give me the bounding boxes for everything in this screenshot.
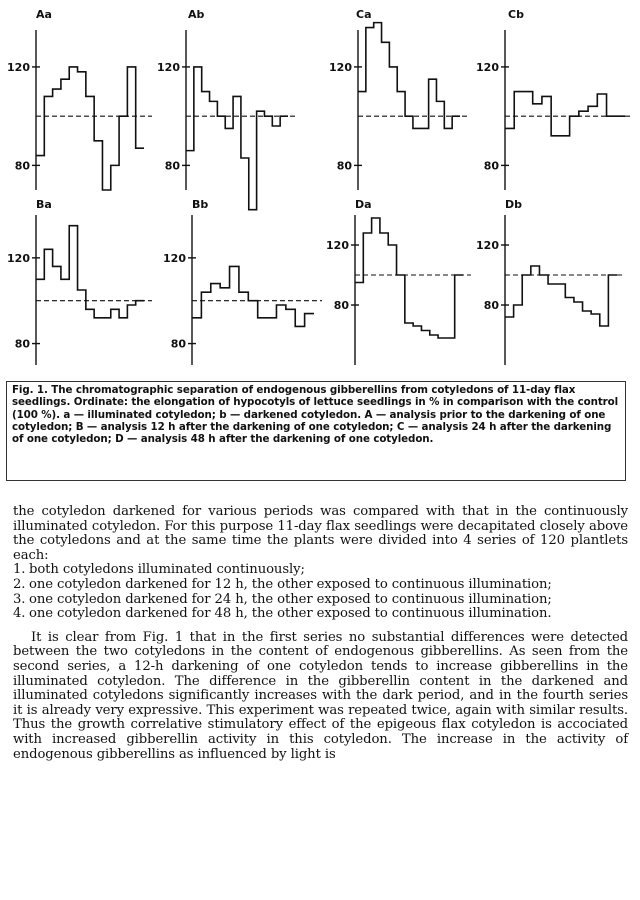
list-item-text: one cotyledon darkened for 48 h, the other exposed to continuous illumination. — [29, 606, 552, 622]
chart-panel-bb — [163, 198, 322, 365]
y-tick-label: 120 — [329, 60, 352, 74]
chart-panel-da — [326, 198, 471, 365]
list-item-number: 2. — [13, 576, 26, 592]
panel-label: Db — [505, 198, 523, 211]
y-tick-label: 80 — [14, 337, 30, 351]
list-item-text: both cotyledons illuminated continuously; — [29, 562, 305, 578]
step-series — [505, 92, 625, 136]
panel-label: Aa — [36, 8, 52, 21]
chart-panel-ba — [7, 198, 152, 365]
list-item-text: one cotyledon darkened for 12 h, the other exposed to continuous illumination; — [29, 576, 552, 592]
chart-panel-db — [476, 198, 625, 365]
y-tick-label: 80 — [483, 299, 499, 312]
panel-label: Da — [355, 198, 372, 211]
panel-label: Ba — [36, 198, 52, 211]
step-series — [36, 67, 144, 190]
panel-label: Cb — [508, 8, 524, 21]
list-item-number: 4. — [13, 606, 26, 622]
chart-panel-cb — [476, 8, 633, 190]
chart-panel-aa — [7, 8, 152, 190]
body-paragraph-2: It is clear from Fig. 1 that in the first series no substantial differences were detected between the two cotyledons in the content of endogenous gibberellins. As seen from the second series, a 12-h darkening of one cotyledon tends to increase gibberellins in the illuminated cotyledon. The difference in the gibberellin content in the darkened and illuminated cotyledons significantly increases with the dark period, and in the fourth series it is already very expressive. This experiment was repeated twice, again with similar results. Thus the growth correlative stimulatory effect of the epigeous flax cotyledon is accociated with increased gibberellin activity in this cotyledon. The increase in the activity of endogenous gibberellins as influenced by light is — [13, 629, 628, 762]
article-body — [13, 505, 628, 762]
y-tick-label: 80 — [14, 159, 30, 173]
list-item — [13, 578, 628, 593]
y-tick-label: 80 — [483, 159, 499, 173]
list-item-number: 3. — [13, 591, 26, 607]
list-item — [13, 593, 628, 608]
y-tick-label: 80 — [170, 337, 186, 351]
y-tick-label: 120 — [476, 60, 499, 74]
y-tick-label: 120 — [326, 239, 349, 252]
chart-panel-ca — [329, 8, 468, 190]
y-tick-label: 120 — [476, 239, 499, 252]
y-tick-label: 120 — [163, 251, 186, 265]
step-series — [186, 67, 288, 210]
step-series — [192, 266, 314, 326]
step-series — [355, 218, 463, 338]
panel-label: Ab — [188, 8, 205, 21]
y-tick-label: 80 — [164, 159, 180, 173]
list-item-text: one cotyledon darkened for 24 h, the other exposed to continuous illumination; — [29, 591, 552, 607]
y-tick-label: 80 — [333, 299, 349, 312]
list-item — [13, 563, 628, 578]
y-tick-label: 80 — [336, 159, 352, 173]
chart-panel-ab — [157, 8, 296, 210]
figure-1 — [0, 0, 640, 380]
panel-label: Bb — [192, 198, 209, 211]
list-item-number: 1. — [13, 562, 26, 578]
series-list — [13, 563, 628, 621]
y-tick-label: 120 — [7, 251, 30, 265]
panel-label: Ca — [356, 8, 372, 21]
figure-caption — [6, 381, 626, 481]
step-series — [36, 226, 144, 318]
caption-text: Fig. 1. The chromatographic separation of endogenous gibberellins from cotyledons of 11-day flax seedlings. Ordinate: the elongation of hypocotyls of lettuce seedlings in % in comparison with the control (100 %). a — illuminated cotyledon; b — darkened cotyledon. A — analysis prior to the darkening of one cotyledon; B — analysis 12 h after the darkening of one cotyledon; C — analysis 24 h after the darkening of one cotyledon; D — analysis 48 h after the darkening of one cotyledon. — [12, 384, 619, 446]
step-series — [358, 23, 460, 129]
y-tick-label: 120 — [157, 60, 180, 74]
list-item — [13, 607, 628, 622]
y-tick-label: 120 — [7, 60, 30, 74]
body-intro-paragraph: the cotyledon darkened for various periods was compared with that in the continuously illuminated cotyledon. For this purpose 11-day flax seedlings were decapitated closely above the cotyledons and at the same time the plants were divided into 4 series of 120 plantlets each: — [13, 504, 628, 563]
